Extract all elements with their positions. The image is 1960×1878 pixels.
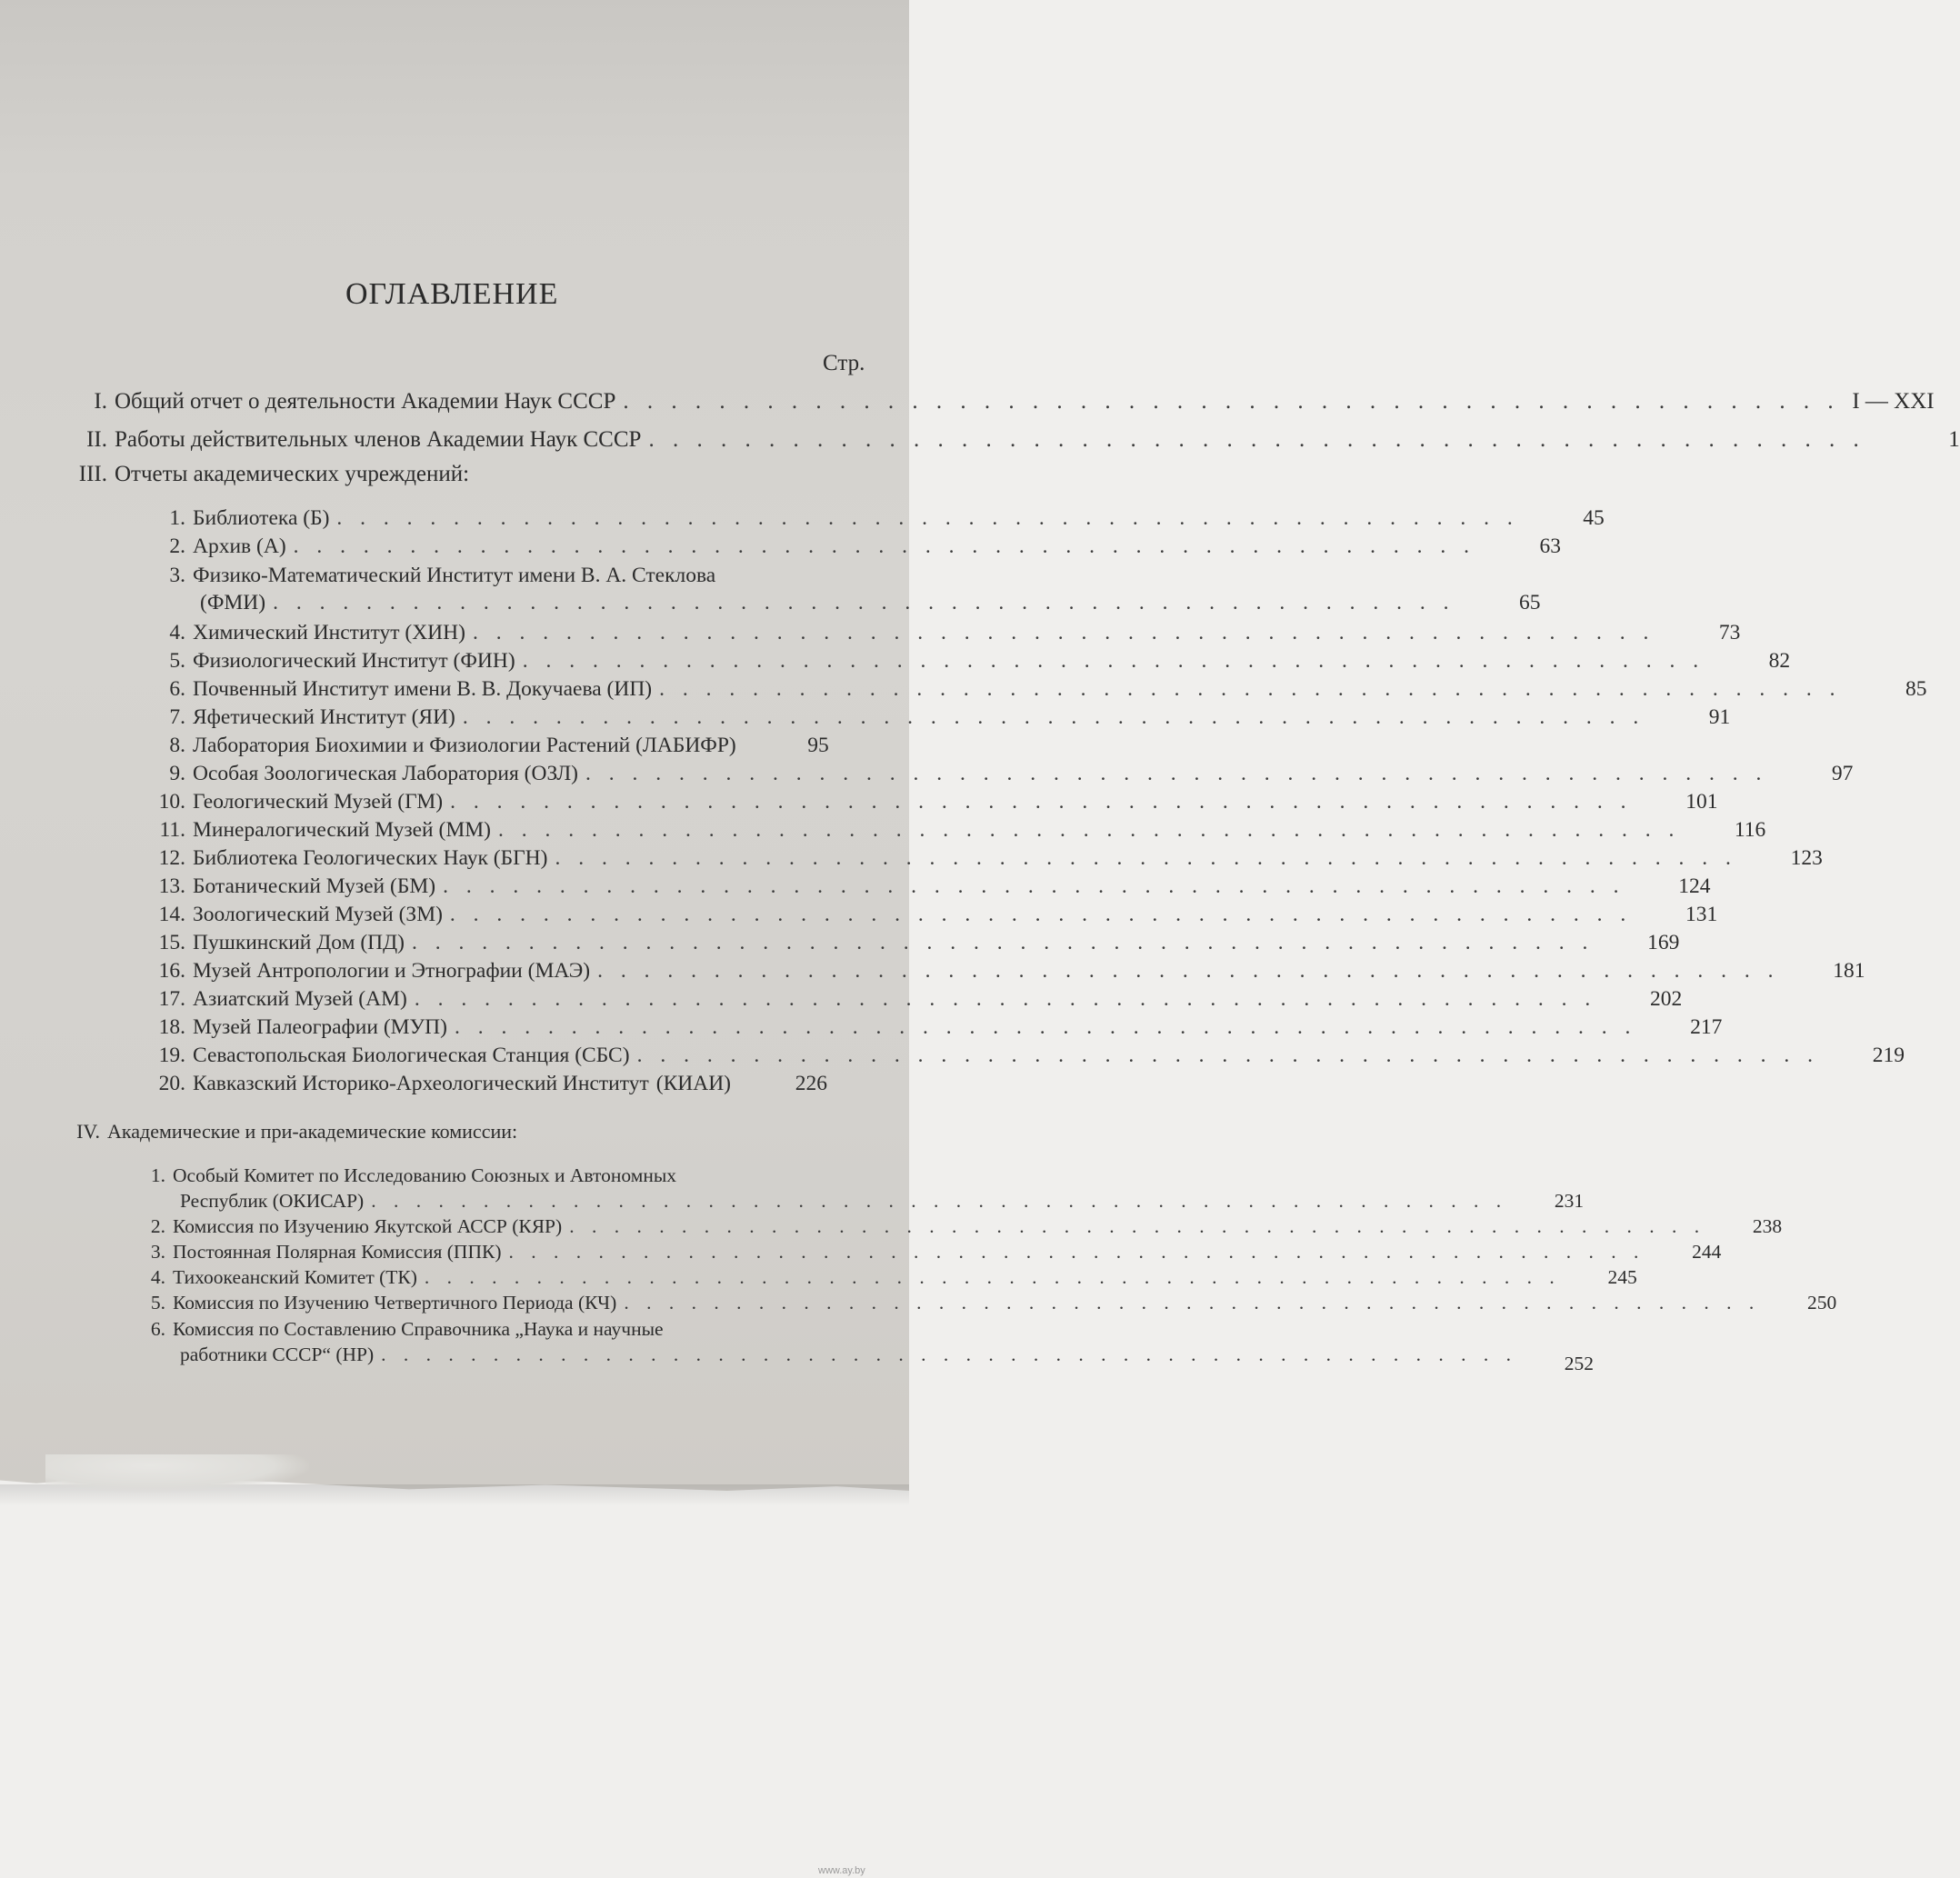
item-title: Комиссия по Составлению Справочника „Наука и научные <box>173 1318 664 1340</box>
toc-item <box>145 1044 1905 1068</box>
page-number: 116 <box>1734 818 1766 842</box>
toc-item <box>145 874 1711 899</box>
leader-dots: . . . . . . . . . . . . . . . . . . . . . . . . . . . . . . . . . . . . . . . . . . . . . . . . . . . <box>624 1292 1761 1314</box>
watermark: www.ay.by <box>818 1865 865 1876</box>
leader-dots: . . . . . . . . . . . . . . . . . . . . . . . . . . . . . . . . . . . . . . . . . . . . . . . . . . . <box>293 534 1476 558</box>
page-number: 82 <box>1768 649 1791 673</box>
item-title: Севастопольская Биологическая Станция (СБС) <box>193 1044 630 1067</box>
item-number: 3. <box>169 564 185 587</box>
section-title: Отчеты академических учреждений: <box>115 462 470 486</box>
toc-section-4 <box>64 1120 873 1144</box>
item-number: 18. <box>158 1015 185 1039</box>
toc-commission-item <box>147 1215 1783 1238</box>
toc-item <box>145 1072 827 1096</box>
item-title: Особый Комитет по Исследованию Союзных и Автономных <box>173 1164 677 1186</box>
item-number: 4. <box>169 621 185 644</box>
leader-dots: . . . . . . . . . . . . . . . . . . . . . . . . . . . . . . . . . . . . . . . . . . . . . . . . . . . <box>443 874 1625 898</box>
leader-dots: . . . . . . . . . . . . . . . . . . . . . . . . . . . . . . . . . . . . . . . . . . . . . . . . . . . <box>454 1015 1637 1039</box>
toc-item <box>145 903 1718 927</box>
section-number: II. <box>86 427 107 452</box>
page-number: 45 <box>1583 506 1605 530</box>
item-number: 5. <box>169 649 185 673</box>
toc-item <box>145 1015 1723 1040</box>
leader-dots: . . . . . . . . . . . . . . . . . . . . . . . . . . . . . . . . . . . . . . . . . . . . . . . . . . . <box>636 1044 1819 1067</box>
item-title: Азиатский Музей (АМ) <box>193 987 407 1011</box>
page-number: I — XXI <box>1852 389 1935 414</box>
item-number: 16. <box>158 959 185 983</box>
page-number: 123 <box>1790 846 1823 870</box>
page-number: 244 <box>1692 1241 1722 1263</box>
page-number: 181 <box>1833 959 1865 983</box>
item-title: Тихоокеанский Комитет (ТК) <box>173 1266 417 1288</box>
item-title: Ботанический Музей (БМ) <box>193 874 436 898</box>
page-number: 85 <box>1905 677 1927 701</box>
leader-dots: . . . . . . . . . . . . . . . . . . . . . . . . . . . . . . . . . . . . . . . . . . . . . . . . . . . <box>569 1215 1706 1237</box>
leader-dots: . . . . . . . . . . . . . . . . . . . . . . . . . . . . . . . . . . . . . . . . . . . . . . . . . . . <box>555 846 1737 870</box>
toc-item <box>145 564 827 588</box>
item-title-continued: (ФМИ) <box>200 591 266 614</box>
item-title: Лаборатория Биохимии и Физиологии Растений (ЛАБИФР) <box>193 734 736 757</box>
item-title: Почвенный Институт имени В. В. Докучаева (ИП) <box>193 677 653 701</box>
item-number: 17. <box>158 987 185 1011</box>
leader-dots: . . . . . . . . . . . . . . . . . . . . . . . . . . . . . . . . . . . . . . . . . . . . . . . . . . . <box>424 1266 1561 1288</box>
leader-dots: . . . . . . . . . . . . . . . . . . . . . . . . . . . . . . . . . . . . . . . . . . . . . . . . . . . <box>497 818 1681 842</box>
page-number: 131 <box>1685 903 1718 926</box>
item-number: 4. <box>150 1266 165 1288</box>
leader-dots: . . . . . . . . . . . . . . . . . . . . . . . . . . . . . . . . . . . . . . . . . . . . . . . . . . . <box>412 931 1595 954</box>
item-title: Минералогический Музей (ММ) <box>193 818 491 842</box>
toc-item <box>145 762 1854 786</box>
leader-dots: . . . . . . . . . . . . . . . . . . . . . . . . . . . . . . . . . . . . . . . . . . . . . . . . . . . <box>381 1344 1518 1365</box>
leader-dots: . . . . . . . . . . . . . . . . . . . . . . . . . . . . . . . . . . . . . . . . . . . . . . . . . . . <box>414 987 1597 1011</box>
leader-dots: . . . . . . . . . . . . . . . . . . . . . . . . . . . . . . . . . . . . . . . . . . . . . . . . . . . <box>336 506 1519 530</box>
item-number: 6. <box>169 677 185 701</box>
page-number: 238 <box>1752 1215 1783 1237</box>
leader-dots: . . . . . . . . . . . . . . . . . . . . . . . . . . . . . . . . . . . . . . . . . . . . . . . . . . . <box>462 705 1645 729</box>
toc-item <box>145 506 1605 531</box>
page-number: 73 <box>1718 621 1741 644</box>
toc-item-continuation <box>173 1190 1585 1213</box>
item-number: 9. <box>169 762 185 785</box>
toc-item <box>145 987 1683 1012</box>
item-number: 2. <box>169 534 185 558</box>
item-number: 5. <box>150 1292 165 1314</box>
toc-item <box>145 790 1718 814</box>
item-number: 2. <box>150 1215 165 1237</box>
item-title: Физико-Математический Институт имени В. А. Стеклова <box>193 564 716 587</box>
item-number: 13. <box>158 874 185 898</box>
page-number: 91 <box>1708 705 1731 729</box>
item-title: Физиологический Институт (ФИН) <box>193 649 515 673</box>
item-title: Кавказский Историко-Археологический Институт <box>193 1072 649 1095</box>
page-number: 97 <box>1831 762 1854 785</box>
page-number: 202 <box>1649 987 1683 1011</box>
section-title: Общий отчет о деятельности Академии Наук СССР <box>115 389 616 414</box>
item-title: Библиотека Геологических Наук (БГН) <box>193 846 548 870</box>
item-number: 10. <box>158 790 185 814</box>
item-number: 20. <box>158 1072 185 1095</box>
toc-item-continuation <box>193 591 1541 615</box>
item-number: 7. <box>169 705 185 729</box>
item-title: Музей Палеографии (МУП) <box>193 1015 447 1039</box>
item-number: 1. <box>150 1164 165 1186</box>
page-number: 226 <box>795 1072 827 1095</box>
toc-item <box>145 818 1766 843</box>
section-number: I. <box>94 389 107 414</box>
toc-item-continuation <box>173 1344 1595 1374</box>
section-number: III. <box>78 462 107 486</box>
item-title-continued: работники СССР“ (НР) <box>180 1344 375 1365</box>
paper-tear <box>45 1454 309 1493</box>
toc-item <box>145 621 1741 645</box>
item-title-abbr: (КИАИ) <box>655 1072 731 1095</box>
toc-section-1 <box>56 389 1935 415</box>
page-number: 231 <box>1554 1190 1585 1212</box>
item-number: 15. <box>158 931 185 954</box>
page-number: 65 <box>1518 591 1541 614</box>
leader-dots: . . . . . . . . . . . . . . . . . . . . . . . . . . . . . . . . . . . . . . . . . . . . . . . . . . . <box>450 790 1633 814</box>
item-number: 1. <box>169 506 185 530</box>
toc-section-2 <box>56 427 1960 453</box>
page-number: 1 <box>1948 427 1960 452</box>
leader-dots: . . . . . . . . . . . . . . . . . . . . . . . . . . . . . . . . . . . . . . . . . . . . . . . . . . . <box>659 677 1842 701</box>
item-title-continued: Республик (ОКИСАР) <box>180 1190 365 1212</box>
leader-dots: . . . . . . . . . . . . . . . . . . . . . . . . . . . . . . . . . . . . . . . . . . . . . . . . . . . <box>585 762 1768 785</box>
toc-item <box>145 734 827 758</box>
item-title: Комиссия по Изучению Четвертичного Периода (КЧ) <box>173 1292 617 1314</box>
item-number: 3. <box>150 1241 165 1263</box>
leader-dots: . . . . . . . . . . . . . . . . . . . . . . . . . . . . . . . . . . . . . . . . . . . . . . . . . . . <box>371 1190 1508 1212</box>
page-number: 217 <box>1690 1015 1723 1039</box>
toc-commission-item <box>147 1292 1837 1314</box>
toc-item <box>145 959 1865 984</box>
item-title: Постоянная Полярная Комиссия (ППК) <box>173 1241 502 1263</box>
item-title: Химический Институт (ХИН) <box>193 621 465 644</box>
toc-commission-item <box>147 1241 1722 1264</box>
leader-dots: . . . . . . . . . . . . . . . . . . . . . . . . . . . . . . . . . . . . . . . . . . . . . . . . . . . <box>648 427 1865 452</box>
section-number: IV. <box>76 1120 100 1143</box>
toc-section-3 <box>56 462 865 487</box>
item-title: Особая Зоологическая Лаборатория (ОЗЛ) <box>193 762 578 785</box>
item-title: Комиссия по Изучению Якутской АССР (КЯР) <box>173 1215 563 1237</box>
toc-item <box>145 677 1927 702</box>
item-number: 12. <box>158 846 185 870</box>
leader-dots: . . . . . . . . . . . . . . . . . . . . . . . . . . . . . . . . . . . . . . . . . . . . . . . . . . . <box>472 621 1655 644</box>
item-number: 19. <box>158 1044 185 1067</box>
leader-dots: . . . . . . . . . . . . . . . . . . . . . . . . . . . . . . . . . . . . . . . . . . . . . . . . . . . <box>623 389 1840 414</box>
toc-commission-item <box>147 1164 809 1187</box>
item-number: 6. <box>150 1318 165 1340</box>
item-number: 11. <box>159 818 185 842</box>
toc-commission-item <box>147 1266 1637 1289</box>
page-number: 250 <box>1806 1292 1837 1314</box>
page-number: 169 <box>1647 931 1680 954</box>
toc-item <box>145 846 1823 871</box>
leader-dots: . . . . . . . . . . . . . . . . . . . . . . . . . . . . . . . . . . . . . . . . . . . . . . . . . . . <box>273 591 1455 614</box>
page-number: 101 <box>1685 790 1718 814</box>
item-number: 8. <box>169 734 185 757</box>
leader-dots: . . . . . . . . . . . . . . . . . . . . . . . . . . . . . . . . . . . . . . . . . . . . . . . . . . . <box>597 959 1780 983</box>
leader-dots: . . . . . . . . . . . . . . . . . . . . . . . . . . . . . . . . . . . . . . . . . . . . . . . . . . . <box>508 1241 1645 1263</box>
item-title: Геологический Музей (ГМ) <box>193 790 444 814</box>
item-title: Музей Антропологии и Этнографии (МАЭ) <box>193 959 591 983</box>
item-title: Библиотека (Б) <box>193 506 330 530</box>
item-title: Яфетический Институт (ЯИ) <box>193 705 455 729</box>
section-title: Академические и при-академические комиссии: <box>107 1120 518 1143</box>
page-number: 63 <box>1539 534 1562 558</box>
page-number: 219 <box>1872 1044 1905 1067</box>
page-number: 252 <box>1564 1353 1595 1374</box>
page-title: ОГЛАВЛЕНИЕ <box>345 277 559 311</box>
toc-item <box>145 649 1791 674</box>
toc-item <box>145 534 1562 559</box>
item-number: 14. <box>158 903 185 926</box>
page-number: 245 <box>1607 1266 1637 1288</box>
item-title: Пушкинский Дом (ПД) <box>193 931 405 954</box>
section-title: Работы действительных членов Академии Наук СССР <box>115 427 642 452</box>
toc-commission-item <box>147 1318 809 1341</box>
page-number: 124 <box>1678 874 1711 898</box>
toc-item <box>145 931 1680 955</box>
page-number: 95 <box>807 734 829 757</box>
item-title: Архив (А) <box>193 534 286 558</box>
item-title: Зоологический Музей (ЗМ) <box>193 903 443 926</box>
leader-dots: . . . . . . . . . . . . . . . . . . . . . . . . . . . . . . . . . . . . . . . . . . . . . . . . . . . <box>449 903 1633 926</box>
leader-dots: . . . . . . . . . . . . . . . . . . . . . . . . . . . . . . . . . . . . . . . . . . . . . . . . . . . <box>522 649 1705 673</box>
page-column-label: Стр. <box>823 351 865 375</box>
toc-item <box>145 705 1731 730</box>
